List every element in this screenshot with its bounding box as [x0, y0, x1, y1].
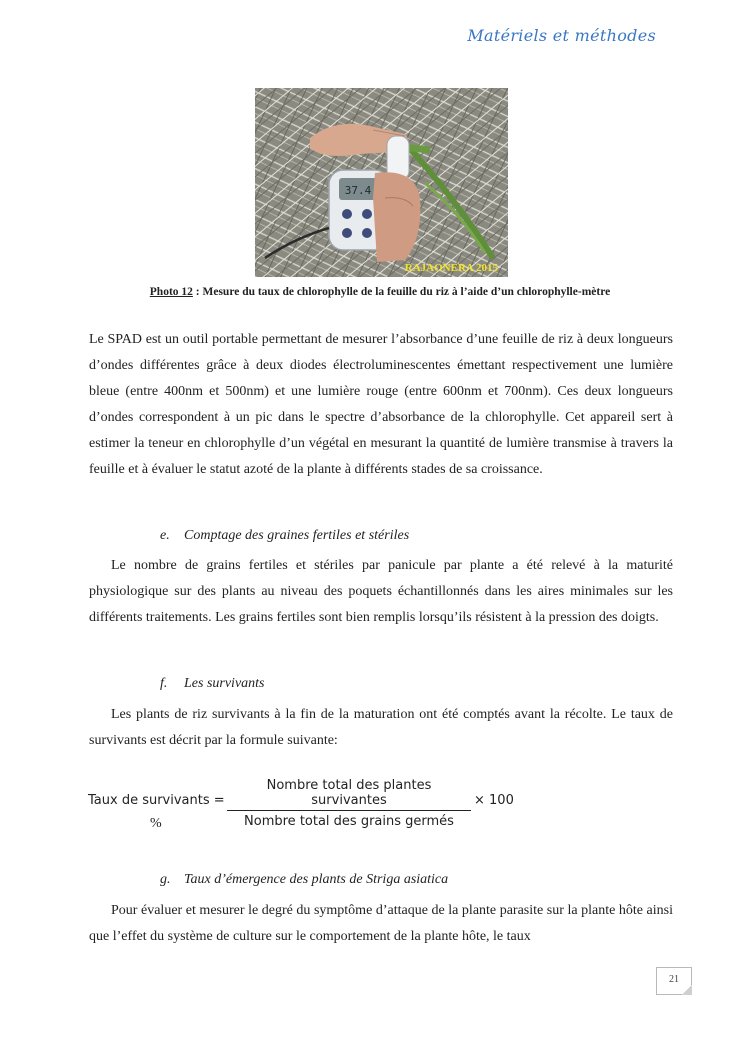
section-heading-e — [160, 528, 409, 544]
section-heading-g — [160, 872, 448, 888]
page-number-box — [656, 967, 692, 995]
formula-fraction — [227, 778, 471, 829]
caption-label: Photo 12 — [149, 286, 193, 298]
section-heading-f — [160, 676, 265, 692]
caption-text: : Mesure du taux de chlorophylle de la feuille du riz à l’aide d’un chlorophylle-mètre — [192, 286, 611, 298]
photo-caption — [0, 286, 745, 298]
section-letter-e: e. — [160, 528, 170, 543]
formula-multiplier: × 100 — [474, 793, 514, 808]
section-title-g: Taux d’émergence des plants de Striga asiatica — [184, 872, 449, 887]
chlorophyll-meter-photo — [255, 88, 508, 277]
page-number: 21 — [669, 974, 679, 985]
section-title-f: Les survivants — [184, 676, 265, 691]
photo-credit: RAJAONERA 2015 — [404, 262, 498, 274]
paragraph-spad: Le SPAD est un outil portable permettant de mesurer l’absorbance d’une feuille de riz à deux longueurs d’ondes différentes grâce à deux diodes électroluminescentes émettant respectivement une lumière bleue (entre 400nm et 500nm) et une lumière rouge (entre 600nm et 700nm). Ces deux longueurs d’ondes correspondent à un pic dans le spectre d’absorbance de la chlorophylle. Cet appareil sert à estimer la teneur en chlorophylle d’un végétal en mesurant la quantité de lumière transmise à travers la feuille et à évaluer le statut azoté de la plante à différents stades de sa croissance. — [89, 332, 673, 477]
section-letter-f: f. — [160, 676, 168, 691]
section-letter-g: g. — [160, 872, 171, 887]
formula-unit: % — [150, 816, 162, 831]
section-title-e: Comptage des graines fertiles et stériles — [184, 528, 410, 543]
meter-display-reading: 37.4 — [344, 184, 372, 197]
running-header: Matériels et méthodes — [467, 26, 656, 45]
photo-illustration — [255, 88, 508, 277]
formula-numerator: Nombre total des plantes survivantes — [266, 778, 432, 808]
formula-denominator: Nombre total des grains germés — [244, 814, 454, 829]
paragraph-survivants: Les plants de riz survivants à la fin de la maturation ont été comptés avant la récolte. Le taux de survivants est décrit par la formule suivante: — [89, 707, 673, 748]
formula-lhs: Taux de survivants = — [88, 793, 225, 808]
paragraph-striga: Pour évaluer et mesurer le degré du symptôme d’attaque de la plante parasite sur la plante hôte ainsi que l’effet du système de culture sur le comportement de la plante hôte, le taux — [89, 903, 673, 944]
paragraph-grains: Le nombre de grains fertiles et stériles par panicule par plante a été relevé à la maturité physiologique sur des plants au niveau des poquets échantillonnés dans les aires minimales sur les différents traitements. Les grains fertiles sont bien remplis lorsqu’ils résistent à la pression des doigts. — [89, 558, 673, 625]
page-fold-decoration — [682, 985, 692, 995]
